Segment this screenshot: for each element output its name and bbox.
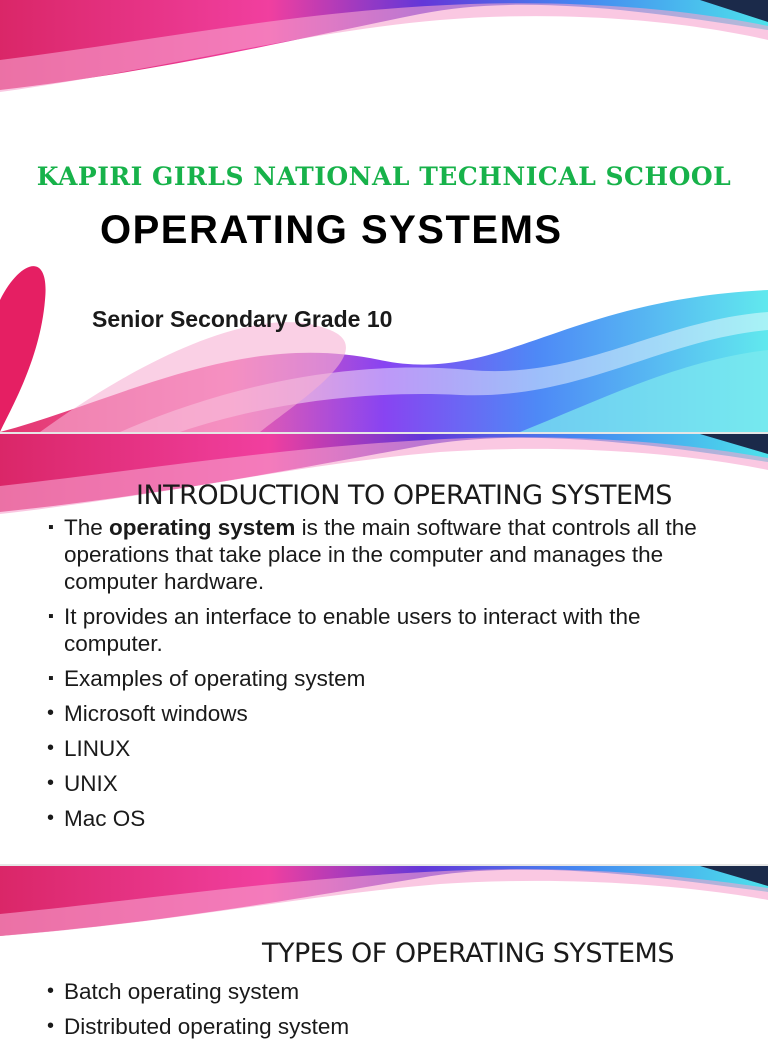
slide-heading: TYPES OF OPERATING SYSTEMS xyxy=(262,938,674,969)
slide-title-text: OPERATING SYSTEMS xyxy=(100,208,563,252)
round-bullet-icon: • xyxy=(47,772,55,794)
slide-types xyxy=(0,866,768,1039)
slide-introduction xyxy=(0,434,768,864)
round-bullet-icon: • xyxy=(47,702,55,724)
list-item: ▪ The operating system is the main software that controls all the operations that take place in the computer and manages the computer hardware. xyxy=(48,515,697,594)
slide-subtitle: Senior Secondary Grade 10 xyxy=(92,306,393,332)
list-item: • Batch operating system xyxy=(47,979,300,1004)
bullet-list xyxy=(46,514,736,840)
keyword: operating system xyxy=(109,515,296,540)
round-bullet-icon: • xyxy=(47,807,55,829)
round-bullet-icon: • xyxy=(47,737,55,759)
square-bullet-icon: ▪ xyxy=(48,608,54,625)
swoosh-decoration xyxy=(0,866,768,936)
square-bullet-icon: ▪ xyxy=(48,670,54,687)
list-item: ▪ Examples of operating system xyxy=(48,666,366,691)
slide-title xyxy=(0,0,768,432)
slide-heading: INTRODUCTION TO OPERATING SYSTEMS xyxy=(136,480,672,511)
bullet-list xyxy=(46,978,736,1048)
school-name: KAPIRI GIRLS NATIONAL TECHNICAL SCHOOL xyxy=(36,162,732,191)
list-item: • Microsoft windows xyxy=(47,701,248,726)
round-bullet-icon: • xyxy=(47,980,55,1002)
round-bullet-icon: • xyxy=(47,1015,55,1037)
list-item: • Mac OS xyxy=(47,806,146,831)
square-bullet-icon: ▪ xyxy=(48,519,54,536)
list-item: • UNIX xyxy=(47,771,118,796)
list-item: • LINUX xyxy=(47,736,131,761)
list-item: ▪ It provides an interface to enable users to interact with the computer. xyxy=(48,604,641,656)
list-item: • Distributed operating system xyxy=(47,1014,350,1039)
